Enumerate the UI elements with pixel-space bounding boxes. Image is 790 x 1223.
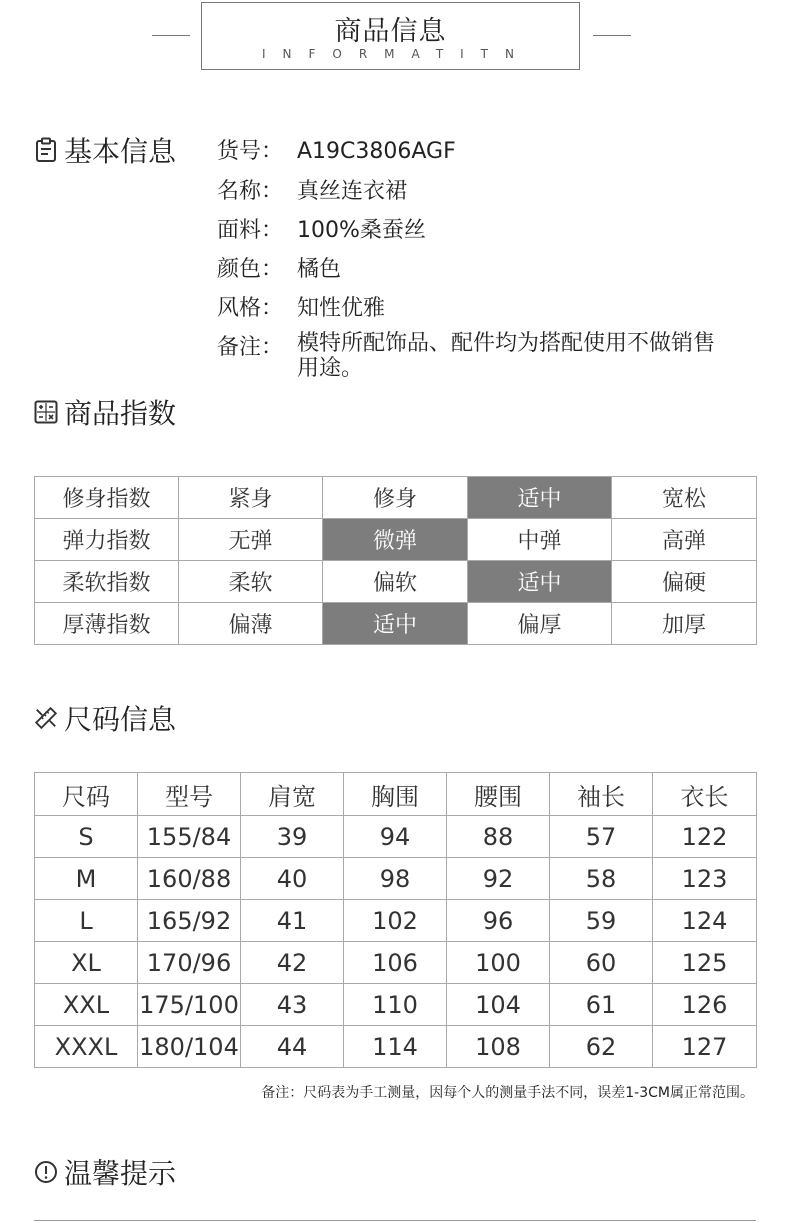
info-key: 备注： — [217, 335, 284, 360]
size-cell: 58 — [550, 858, 653, 900]
index-heading — [34, 392, 176, 432]
size-cell: 43 — [241, 984, 344, 1026]
size-cell: 39 — [241, 816, 344, 858]
info-key: 名称： — [217, 179, 284, 204]
size-cell: 175/100 — [138, 984, 241, 1026]
size-cell: 127 — [653, 1026, 757, 1068]
index-row — [35, 603, 757, 645]
index-option: 无弹 — [179, 519, 323, 561]
info-row-fabric — [217, 213, 426, 244]
index-row-name: 柔软指数 — [35, 561, 179, 603]
size-cell: 110 — [344, 984, 447, 1026]
size-cell: XL — [35, 942, 138, 984]
index-option: 偏硬 — [612, 561, 757, 603]
size-cell: 92 — [447, 858, 550, 900]
calculator-icon — [34, 400, 58, 424]
size-column-header: 袖长 — [550, 773, 653, 816]
size-cell: 160/88 — [138, 858, 241, 900]
size-cell: 114 — [344, 1026, 447, 1068]
size-row — [35, 942, 757, 984]
size-cell: 126 — [653, 984, 757, 1026]
index-option: 加厚 — [612, 603, 757, 645]
size-cell: XXL — [35, 984, 138, 1026]
index-row — [35, 519, 757, 561]
size-cell: 155/84 — [138, 816, 241, 858]
index-option-selected: 适中 — [323, 603, 468, 645]
size-column-header: 胸围 — [344, 773, 447, 816]
index-row — [35, 561, 757, 603]
index-option: 偏软 — [323, 561, 468, 603]
size-cell: 41 — [241, 900, 344, 942]
info-value: 100%桑蚕丝 — [297, 218, 426, 243]
size-header-row — [35, 773, 757, 816]
index-option: 偏薄 — [179, 603, 323, 645]
size-table — [34, 772, 757, 1068]
size-cell: 96 — [447, 900, 550, 942]
bottom-divider — [34, 1220, 756, 1221]
size-cell: 102 — [344, 900, 447, 942]
size-cell: 44 — [241, 1026, 344, 1068]
info-key: 颜色： — [217, 257, 284, 282]
size-heading — [34, 698, 176, 738]
size-remark: 备注：尺码表为手工测量，因每个人的测量手法不同，误差1-3CM属正常范围。 — [261, 1085, 754, 1101]
info-key: 货号： — [217, 139, 284, 164]
index-row-name: 弹力指数 — [35, 519, 179, 561]
index-option: 中弹 — [468, 519, 612, 561]
page-subtitle: INFORMATITN — [261, 47, 531, 61]
info-row-note — [217, 330, 297, 361]
size-cell: 98 — [344, 858, 447, 900]
size-cell: 123 — [653, 858, 757, 900]
size-cell: 60 — [550, 942, 653, 984]
tips-heading — [34, 1152, 176, 1192]
index-option: 柔软 — [179, 561, 323, 603]
size-cell: 94 — [344, 816, 447, 858]
info-key: 风格： — [217, 296, 284, 321]
size-row — [35, 858, 757, 900]
size-cell: M — [35, 858, 138, 900]
header-right-rule — [593, 35, 631, 36]
info-value: 橘色 — [297, 257, 342, 282]
header-left-rule — [152, 35, 190, 36]
info-row-name — [217, 174, 407, 205]
size-row — [35, 816, 757, 858]
size-cell: 180/104 — [138, 1026, 241, 1068]
index-option-selected: 适中 — [468, 561, 612, 603]
info-note-value: 模特所配饰品、配件均为搭配使用不做销售用途。 — [297, 331, 716, 381]
index-option-selected: 适中 — [468, 477, 612, 519]
size-column-header: 尺码 — [35, 773, 138, 816]
info-row-color — [217, 252, 341, 283]
exclamation-icon — [34, 1160, 58, 1184]
index-option: 高弹 — [612, 519, 757, 561]
page-title: 商品信息 — [334, 16, 447, 47]
size-cell: 61 — [550, 984, 653, 1026]
size-cell: 100 — [447, 942, 550, 984]
basic-info-heading — [34, 130, 176, 170]
size-row — [35, 1026, 757, 1068]
size-column-header: 腰围 — [447, 773, 550, 816]
tips-title: 温馨提示 — [64, 1157, 177, 1190]
size-cell: 40 — [241, 858, 344, 900]
ruler-icon — [34, 706, 58, 730]
size-cell: 122 — [653, 816, 757, 858]
size-cell: 124 — [653, 900, 757, 942]
index-option: 偏厚 — [468, 603, 612, 645]
size-title: 尺码信息 — [64, 703, 177, 736]
size-cell: 42 — [241, 942, 344, 984]
index-row-name: 厚薄指数 — [35, 603, 179, 645]
size-column-header: 衣长 — [653, 773, 757, 816]
size-cell: 106 — [344, 942, 447, 984]
size-row — [35, 984, 757, 1026]
index-option-selected: 微弹 — [323, 519, 468, 561]
index-table — [34, 476, 757, 645]
size-cell: 108 — [447, 1026, 550, 1068]
info-value: 知性优雅 — [297, 296, 386, 321]
size-cell: S — [35, 816, 138, 858]
index-option: 宽松 — [612, 477, 757, 519]
header-box — [201, 2, 580, 70]
info-value: A19C3806AGF — [297, 139, 456, 164]
size-cell: 88 — [447, 816, 550, 858]
clipboard-icon — [34, 138, 58, 162]
basic-info-title: 基本信息 — [64, 135, 177, 168]
size-cell: 104 — [447, 984, 550, 1026]
index-title: 商品指数 — [64, 397, 177, 430]
info-row-style — [217, 291, 385, 322]
index-option: 修身 — [323, 477, 468, 519]
size-cell: 170/96 — [138, 942, 241, 984]
size-cell: L — [35, 900, 138, 942]
info-row-sku — [217, 134, 456, 165]
index-option: 紧身 — [179, 477, 323, 519]
size-column-header: 型号 — [138, 773, 241, 816]
info-value: 真丝连衣裙 — [297, 179, 408, 204]
size-cell: 59 — [550, 900, 653, 942]
size-cell: XXXL — [35, 1026, 138, 1068]
size-cell: 165/92 — [138, 900, 241, 942]
index-row-name: 修身指数 — [35, 477, 179, 519]
info-key: 面料： — [217, 218, 284, 243]
size-cell: 125 — [653, 942, 757, 984]
size-row — [35, 900, 757, 942]
size-cell: 62 — [550, 1026, 653, 1068]
index-row — [35, 477, 757, 519]
size-column-header: 肩宽 — [241, 773, 344, 816]
size-cell: 57 — [550, 816, 653, 858]
